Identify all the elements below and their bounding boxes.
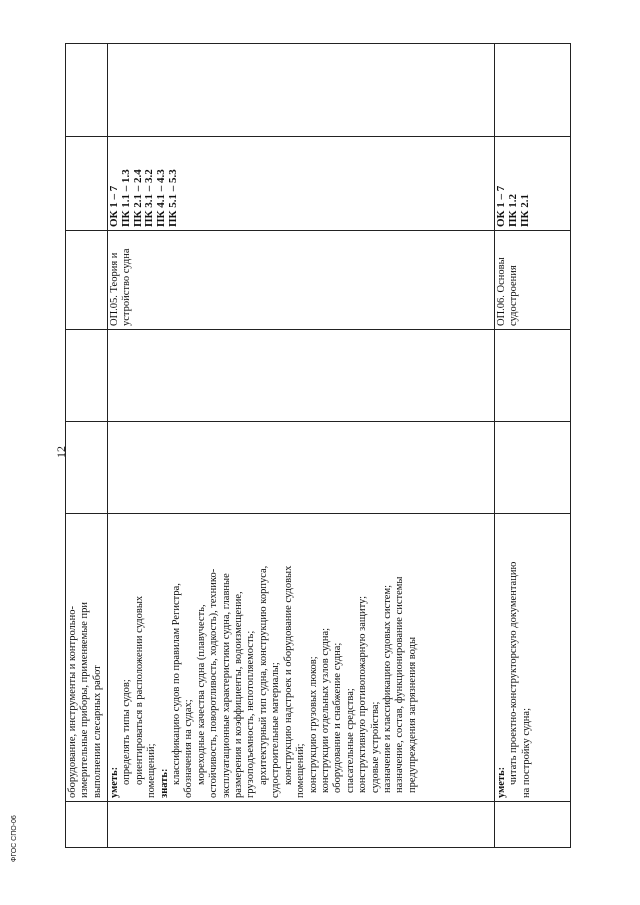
competency-code: ПК 1.1 – 1.3 (119, 169, 132, 227)
table-row (495, 44, 571, 848)
module-name: ОП.05. Теория и (109, 252, 120, 326)
hours-required-cell (495, 330, 571, 422)
skill-item: помещений; (146, 743, 158, 798)
knowledge-item: эксплуатационные характеристики судна, главные (220, 573, 232, 798)
skill-item: ориентироваться в расположении судовых (133, 595, 145, 785)
knowledge-item: классификацию судов по правилам Регистра, (171, 583, 183, 785)
hours-max-cell (66, 422, 108, 514)
page-number: 12 (54, 446, 68, 458)
competency-code: ПК 3.1 – 3.2 (143, 169, 156, 227)
knowledge-item: размерения и коэффициенты, водоизмещение, (233, 591, 245, 798)
skill-item: определять типы судов; (121, 679, 133, 785)
module-name: устройство судна (121, 248, 133, 326)
competency-code: ОК 1 – 7 (495, 185, 507, 227)
knowledge-item: судостроительные материалы; (270, 662, 282, 798)
content-line: выполнении слесарных работ (91, 665, 103, 798)
hours-required-cell (108, 330, 495, 422)
codes-cell (108, 137, 495, 231)
extra-cell (66, 44, 108, 137)
skill-item: читать проектно-конструкторскую документацию (508, 561, 520, 785)
hours-required-cell (66, 330, 108, 422)
content-cell (108, 514, 495, 802)
competency-code: ПК 5.1 – 5.3 (166, 169, 179, 227)
umet-heading: уметь: (496, 766, 507, 798)
hours-max-cell (108, 422, 495, 514)
footer-code: ФГОС СПО-06 (11, 815, 18, 862)
competency-code: ОК 1 – 7 (108, 185, 120, 227)
module-cell (495, 231, 571, 330)
codes-cell (495, 137, 571, 231)
knowledge-item: помещений; (295, 743, 307, 798)
codes-cell (66, 137, 108, 231)
index-cell (66, 802, 108, 848)
umet-heading: уметь: (109, 766, 120, 798)
competency-table (65, 43, 571, 848)
knowledge-item: архитектурный тип судна, конструкцию корпуса, (257, 565, 269, 785)
content-cell (495, 514, 571, 802)
knowledge-item: мореходные качества судна (плавучесть, (195, 604, 207, 785)
skill-item: на постройку судна; (520, 707, 532, 798)
module-cell (108, 231, 495, 330)
knowledge-item: грузоподъемность, непотопляемость; (245, 630, 257, 798)
knowledge-item: судовые устройства; (369, 701, 381, 793)
extra-cell (108, 44, 495, 137)
knowledge-item: назначение и классификацию судовых систем; (381, 584, 393, 793)
content-cell (66, 514, 108, 802)
index-cell (108, 802, 495, 848)
knowledge-item: оборудование и снабжение судна; (332, 642, 344, 793)
knowledge-item: обозначения на судах; (183, 699, 195, 798)
module-cell (66, 231, 108, 330)
table-row (108, 44, 495, 848)
competency-code: ПК 1.2 (506, 193, 519, 227)
knowledge-item: конструкции отдельных узлов судна; (319, 627, 331, 793)
rotated-table-page (65, 44, 570, 848)
competency-code: ПК 2.1 (518, 193, 531, 227)
extra-cell (495, 44, 571, 137)
module-name: ОП.06. Основы (496, 257, 507, 326)
knowledge-item: конструкцию надстроек и оборудование судовых (282, 565, 294, 785)
znat-heading: знать: (158, 768, 170, 798)
knowledge-item: назначение, состав, функционирование системы (394, 576, 406, 793)
content-line: измерительные приборы, применяемые при (79, 601, 91, 798)
competency-code: ПК 4.1 – 4.3 (155, 169, 168, 227)
knowledge-item: спасательные средства; (344, 688, 356, 793)
index-cell (495, 802, 571, 848)
table-row (66, 44, 108, 848)
knowledge-item: предупреждения загрязнения воды (406, 636, 418, 793)
module-name: судостроения (508, 265, 520, 326)
knowledge-item: конструкцию грузовых люков; (307, 656, 319, 793)
competency-code: ПК 2.1 – 2.4 (131, 169, 144, 227)
content-line: оборудование, инструменты и контрольно- (67, 606, 78, 798)
hours-max-cell (495, 422, 571, 514)
knowledge-item: остойчивость, поворотливость, ходкость), технико- (208, 568, 220, 798)
knowledge-item: конструктивную противопожарную защиту; (357, 595, 369, 793)
